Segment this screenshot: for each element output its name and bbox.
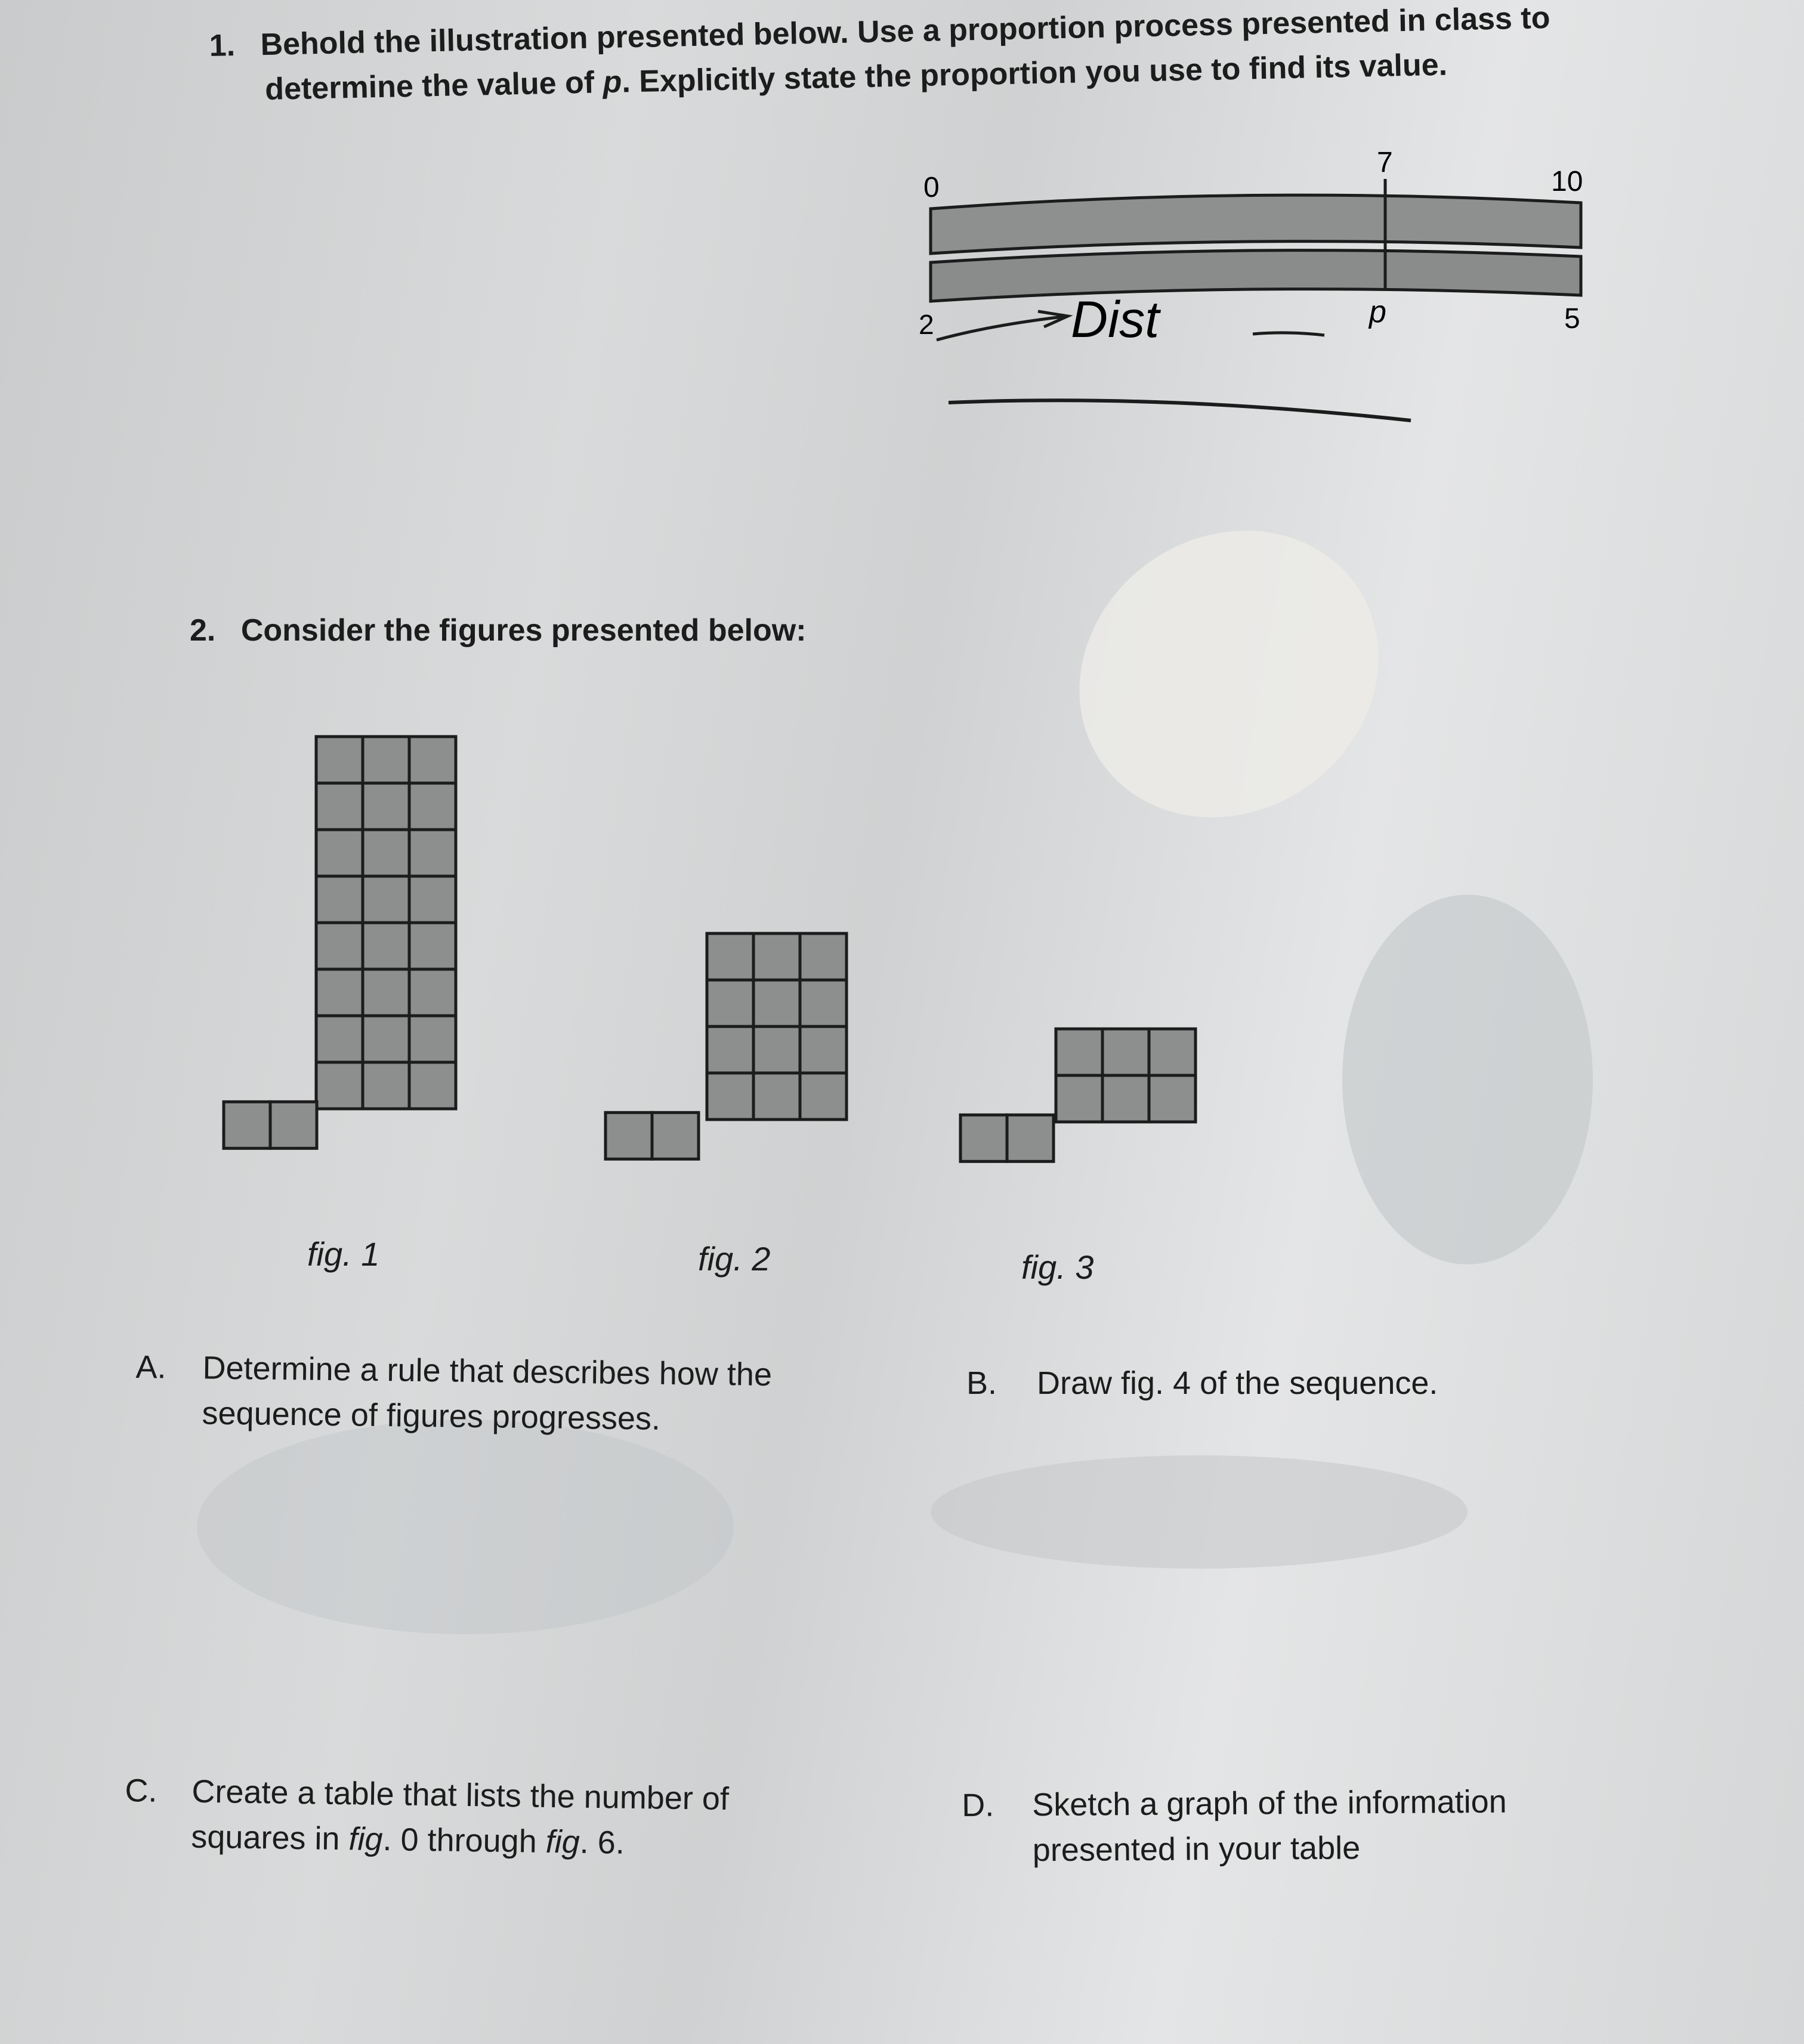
figure-square (1102, 1029, 1149, 1075)
part-a-line-1 (135, 1345, 772, 1398)
part-c-letter: C. (125, 1772, 157, 1809)
figure-square (800, 933, 847, 980)
figure-1-label: fig. 1 (307, 1235, 380, 1273)
figure-3 (960, 1029, 1196, 1161)
part-a-letter: A. (135, 1349, 166, 1386)
figure-square (409, 876, 456, 923)
figure-base-square (224, 1102, 270, 1148)
proportion-bar-top (931, 195, 1581, 253)
figure-square (363, 1062, 409, 1109)
figure-square (316, 969, 363, 1016)
figure-square (316, 876, 363, 923)
figure-square (316, 923, 363, 969)
figure-square (800, 1026, 847, 1073)
figure-square (363, 969, 409, 1016)
figure-base-square (960, 1115, 1007, 1161)
question-1-text-2b: . Explicitly state the proportion you use to find its value. (621, 47, 1448, 100)
handwritten-underline (949, 400, 1411, 420)
question-1-number: 1. (209, 28, 236, 63)
label-top-start: 0 (923, 172, 940, 203)
question-2-text: Consider the figures presented below: (240, 613, 807, 648)
figure-square (1102, 1075, 1149, 1122)
part-d-line-1 (962, 1780, 1507, 1829)
part-c-fig-6: fig (545, 1823, 580, 1860)
part-a-text-1: Determine a rule that describes how the (202, 1350, 773, 1393)
part-c-text-2b: . 0 through (382, 1821, 546, 1860)
figure-square (409, 783, 456, 830)
figure-square (363, 783, 409, 830)
figure-square (316, 1016, 363, 1062)
shadow-patch-left (197, 1420, 734, 1634)
figure-square (316, 1062, 363, 1109)
figure-base-square (270, 1102, 317, 1148)
figure-square (1056, 1029, 1102, 1075)
part-c (124, 1768, 730, 1867)
figure-square (316, 737, 363, 783)
figure-square (707, 980, 753, 1026)
figure-base-square (606, 1112, 652, 1159)
figure-square (707, 1073, 753, 1120)
figure-2 (606, 933, 847, 1159)
part-c-text-2a: squares in (190, 1819, 349, 1857)
part-d-text-1: Sketch a graph of the information (1032, 1783, 1507, 1823)
part-b-letter: B. (966, 1365, 997, 1401)
figure-square (1149, 1075, 1196, 1122)
part-a (135, 1345, 772, 1443)
question-2-number: 2. (190, 613, 216, 648)
figure-square (1056, 1075, 1102, 1122)
question-2 (190, 608, 807, 653)
figure-square (363, 1016, 409, 1062)
figure-square (316, 830, 363, 876)
question-1-text-1: Behold the illustration presented below. Use a proportion process presented in class to (260, 0, 1550, 63)
label-top-end: 10 (1551, 166, 1583, 197)
figure-base-square (652, 1112, 699, 1159)
figure-3-label: fig. 3 (1021, 1248, 1094, 1286)
part-d (962, 1780, 1508, 1874)
figure-square (409, 923, 456, 969)
shadow-patch-mid (931, 1455, 1468, 1569)
figure-square (409, 830, 456, 876)
handwritten-dash (1253, 333, 1324, 335)
figure-square (409, 1016, 456, 1062)
handwritten-dist: Dist (1071, 291, 1160, 348)
part-c-fig-0: fig (348, 1820, 384, 1857)
figures-area (0, 686, 1804, 1223)
part-d-letter: D. (962, 1787, 994, 1823)
figure-1 (224, 737, 456, 1148)
figure-square (409, 737, 456, 783)
label-top-mid: 7 (1377, 147, 1393, 178)
proportion-bar-bottom (931, 251, 1581, 301)
figure-square (363, 923, 409, 969)
figure-square (707, 933, 753, 980)
figure-square (363, 737, 409, 783)
proportion-bar-diagram (895, 137, 1635, 435)
question-1-text-2a: determine the value of (264, 65, 604, 107)
figure-square (363, 830, 409, 876)
part-d-text-2: presented in your table (1032, 1829, 1361, 1868)
question-1-variable: p (602, 64, 622, 100)
figure-square (753, 933, 800, 980)
figure-base-square (1007, 1115, 1054, 1161)
part-c-line-2 (124, 1814, 728, 1867)
part-c-text-2c: . 6. (579, 1824, 625, 1861)
figure-square (753, 1026, 800, 1073)
label-bottom-start: 2 (919, 309, 934, 340)
figure-2-label: fig. 2 (698, 1240, 771, 1278)
figure-square (800, 1073, 847, 1120)
figure-square (409, 969, 456, 1016)
figure-square (363, 876, 409, 923)
figure-square (316, 783, 363, 830)
part-b-text: Draw fig. 4 of the sequence. (1037, 1365, 1438, 1401)
part-a-text-2: sequence of figures progresses. (202, 1394, 661, 1437)
figure-square (1149, 1029, 1196, 1075)
figure-square (707, 1026, 753, 1073)
figure-square (753, 980, 800, 1026)
figure-square (409, 1062, 456, 1109)
handwritten-arrow (937, 311, 1068, 340)
figure-square (800, 980, 847, 1026)
question-1 (209, 0, 1595, 114)
part-c-line-1 (125, 1768, 729, 1822)
part-c-text-1: Create a table that lists the number of (191, 1773, 730, 1817)
label-bottom-end: 5 (1564, 303, 1580, 335)
label-bottom-mid: p (1369, 295, 1386, 329)
part-b (966, 1361, 1438, 1406)
figure-square (753, 1073, 800, 1120)
